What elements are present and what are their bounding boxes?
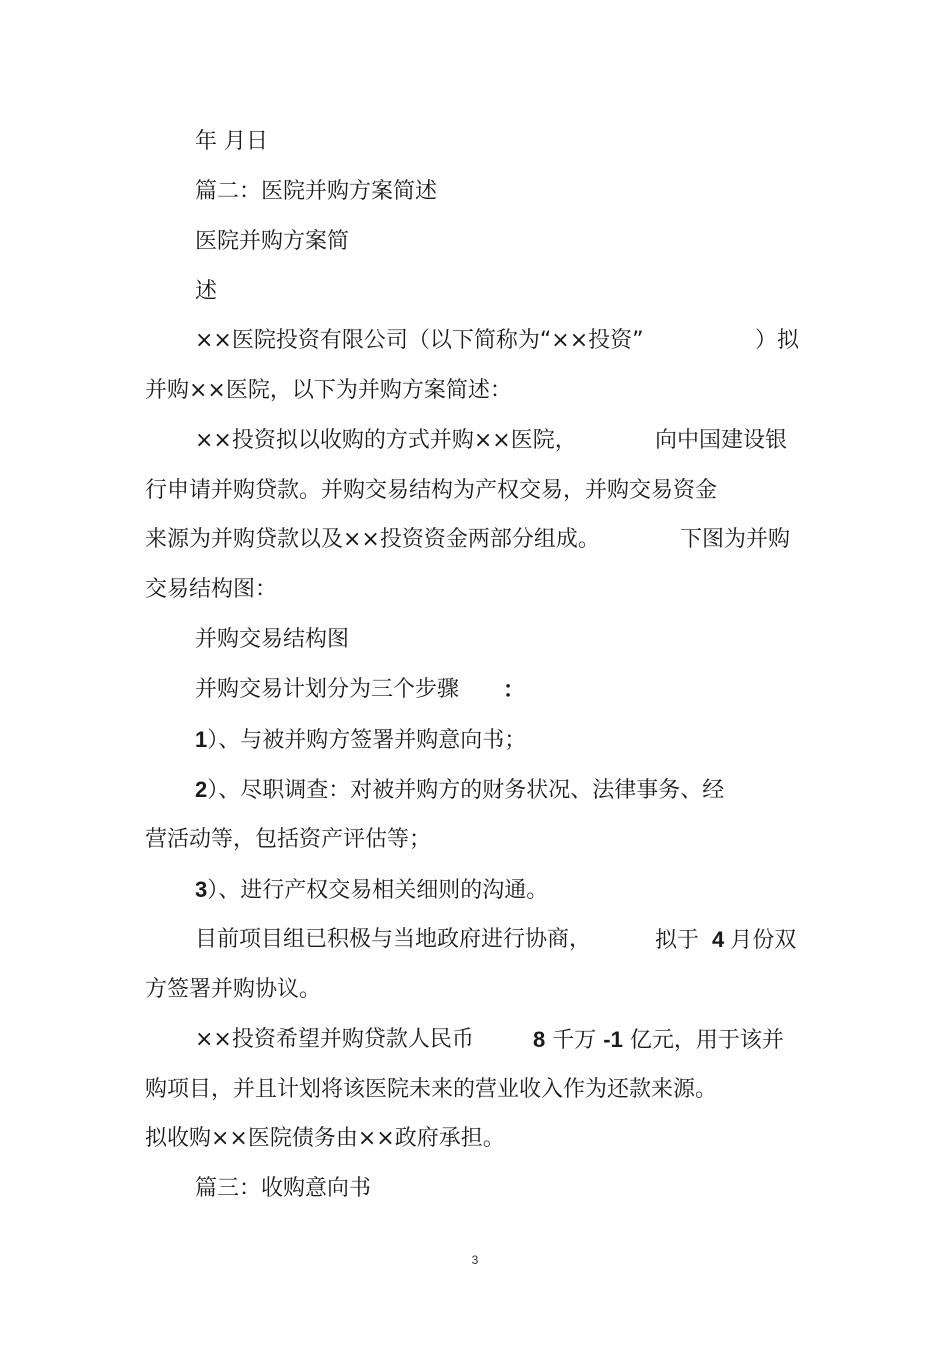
p1-line1a: ××医院投资有限公司（以下简称为“××投资” xyxy=(195,328,644,353)
p3-line2: 方签署并购协议。 xyxy=(145,977,322,1002)
title-part1: 医院并购方案简 xyxy=(195,229,350,254)
p1-line1b: ）拟 xyxy=(755,328,800,353)
p2-line3a: 来源为并购贷款以及××投资资金两部分组成。 xyxy=(145,527,600,552)
p3-line1a: 目前项目组已积极与当地政府进行协商， xyxy=(195,927,592,952)
section2-heading: 篇二：医院并购方案简述 xyxy=(195,179,438,204)
p2-line3b: 下图为并购 xyxy=(680,527,791,552)
step1-text: ）、与被并购方签署并购意向书； xyxy=(207,728,527,753)
p2-line1a: ××投资拟以收购的方式并购××医院， xyxy=(195,428,577,453)
step3-number: 3 xyxy=(195,877,208,902)
p2-line1b: 向中国建设银 xyxy=(655,428,788,453)
p1-line2: 并购××医院，以下为并购方案简述： xyxy=(145,378,512,403)
steps-colon: ： xyxy=(503,677,526,702)
p3-month-number: 4 xyxy=(712,927,725,952)
p3-month-suffix: 月份双 xyxy=(730,928,797,953)
p3-plan-label: 拟于 xyxy=(655,928,700,953)
p4-unit-high: 亿元，用于该并 xyxy=(629,1028,784,1053)
step3 xyxy=(195,875,548,906)
p4-line2: 购项目，并且计划将该医院未来的营业收入作为还款来源。 xyxy=(145,1077,718,1102)
step2 xyxy=(195,775,724,806)
p4-line1a: ××投资希望并购贷款人民币 xyxy=(195,1027,474,1052)
step2-number: 2 xyxy=(195,777,208,802)
section3-heading: 篇三：收购意向书 xyxy=(195,1176,372,1201)
p2-line2: 行申请并购贷款。并购交易结构为产权交易，并购交易资金 xyxy=(145,478,718,503)
p3-line1b xyxy=(655,925,796,956)
title-part2: 述 xyxy=(195,279,218,304)
p4-dash-one: -1 xyxy=(603,1027,623,1052)
p4-unit-low: 千万 xyxy=(552,1028,597,1053)
steps-intro: 并购交易计划分为三个步骤 xyxy=(195,677,460,702)
p4-amount-low: 8 xyxy=(533,1027,546,1052)
p4-amount xyxy=(533,1025,784,1056)
page-number: 3 xyxy=(471,1253,479,1267)
step3-text: ）、进行产权交易相关细则的沟通。 xyxy=(207,878,549,903)
p4-line3: 拟收购××医院债务由××政府承担。 xyxy=(145,1126,505,1151)
date-line: 年 月日 xyxy=(195,129,268,154)
step2-text: ）、尽职调查：对被并购方的财务状况、法律事务、经 xyxy=(207,778,725,803)
step1-number: 1 xyxy=(195,727,208,752)
step1 xyxy=(195,725,526,756)
step2-continuation: 营活动等，包括资产评估等； xyxy=(145,827,432,852)
structure-caption: 并购交易结构图 xyxy=(195,627,350,652)
p2-line4: 交易结构图： xyxy=(145,577,278,602)
